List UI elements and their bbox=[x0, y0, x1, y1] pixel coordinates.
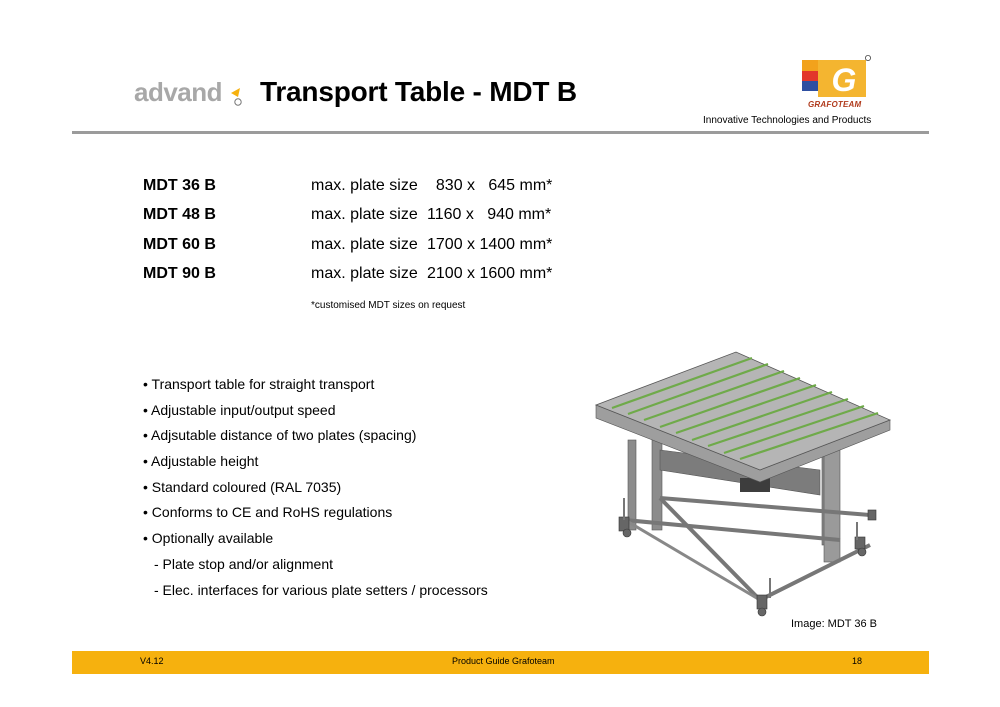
footer-title: Product Guide Grafoteam bbox=[452, 656, 555, 666]
image-caption: Image: MDT 36 B bbox=[791, 618, 877, 630]
footer-version: V4.12 bbox=[140, 656, 164, 666]
feature-item: • Conforms to CE and RoHS regulations bbox=[143, 504, 393, 521]
feature-item: • Adjustable input/output speed bbox=[143, 401, 336, 418]
feature-subitem: - Plate stop and/or alignment bbox=[154, 555, 333, 572]
spec-model: MDT 48 B bbox=[143, 206, 216, 223]
spec-label: max. plate size bbox=[311, 236, 418, 253]
feature-item: • Adjsutable distance of two plates (spacing) bbox=[143, 427, 417, 444]
advand-logo-text: advand bbox=[134, 79, 223, 107]
svg-text:G: G bbox=[831, 62, 857, 98]
feature-item: • Optionally available bbox=[143, 530, 274, 547]
feature-subitem: - Elec. interfaces for various plate setters / processors bbox=[154, 581, 488, 598]
grafoteam-wordmark: GRAFOTEAM bbox=[808, 100, 862, 109]
spec-dims: 1700 x 1400 mm* bbox=[427, 236, 553, 253]
spec-label: max. plate size bbox=[311, 177, 418, 194]
spec-dims: 1160 x 940 mm* bbox=[427, 206, 552, 223]
registered-mark-icon bbox=[865, 55, 870, 60]
feature-item: • Standard coloured (RAL 7035) bbox=[143, 478, 342, 495]
feature-list bbox=[143, 375, 583, 606]
spec-dims: 830 x 645 mm* bbox=[427, 177, 553, 194]
spec-dims: 2100 x 1600 mm* bbox=[427, 265, 553, 282]
page-title: Transport Table - MDT B bbox=[260, 76, 577, 107]
spec-model: MDT 90 B bbox=[143, 265, 216, 282]
feature-item: • Adjustable height bbox=[143, 453, 259, 470]
spec-model: MDT 60 B bbox=[143, 236, 216, 253]
page-number: 18 bbox=[852, 656, 863, 666]
registered-mark-icon bbox=[235, 99, 241, 105]
spec-label: max. plate size bbox=[311, 206, 418, 223]
transport-table-image bbox=[592, 345, 892, 625]
advand-logo bbox=[134, 79, 244, 109]
tagline: Innovative Technologies and Products bbox=[703, 115, 872, 126]
spec-model: MDT 36 B bbox=[143, 177, 216, 194]
feature-item: • Transport table for straight transport bbox=[143, 376, 375, 392]
logo-arrow-icon bbox=[231, 88, 240, 97]
header-divider bbox=[72, 131, 929, 134]
spec-footnote: *customised MDT sizes on request bbox=[311, 300, 466, 311]
spec-label: max. plate size bbox=[311, 265, 418, 282]
